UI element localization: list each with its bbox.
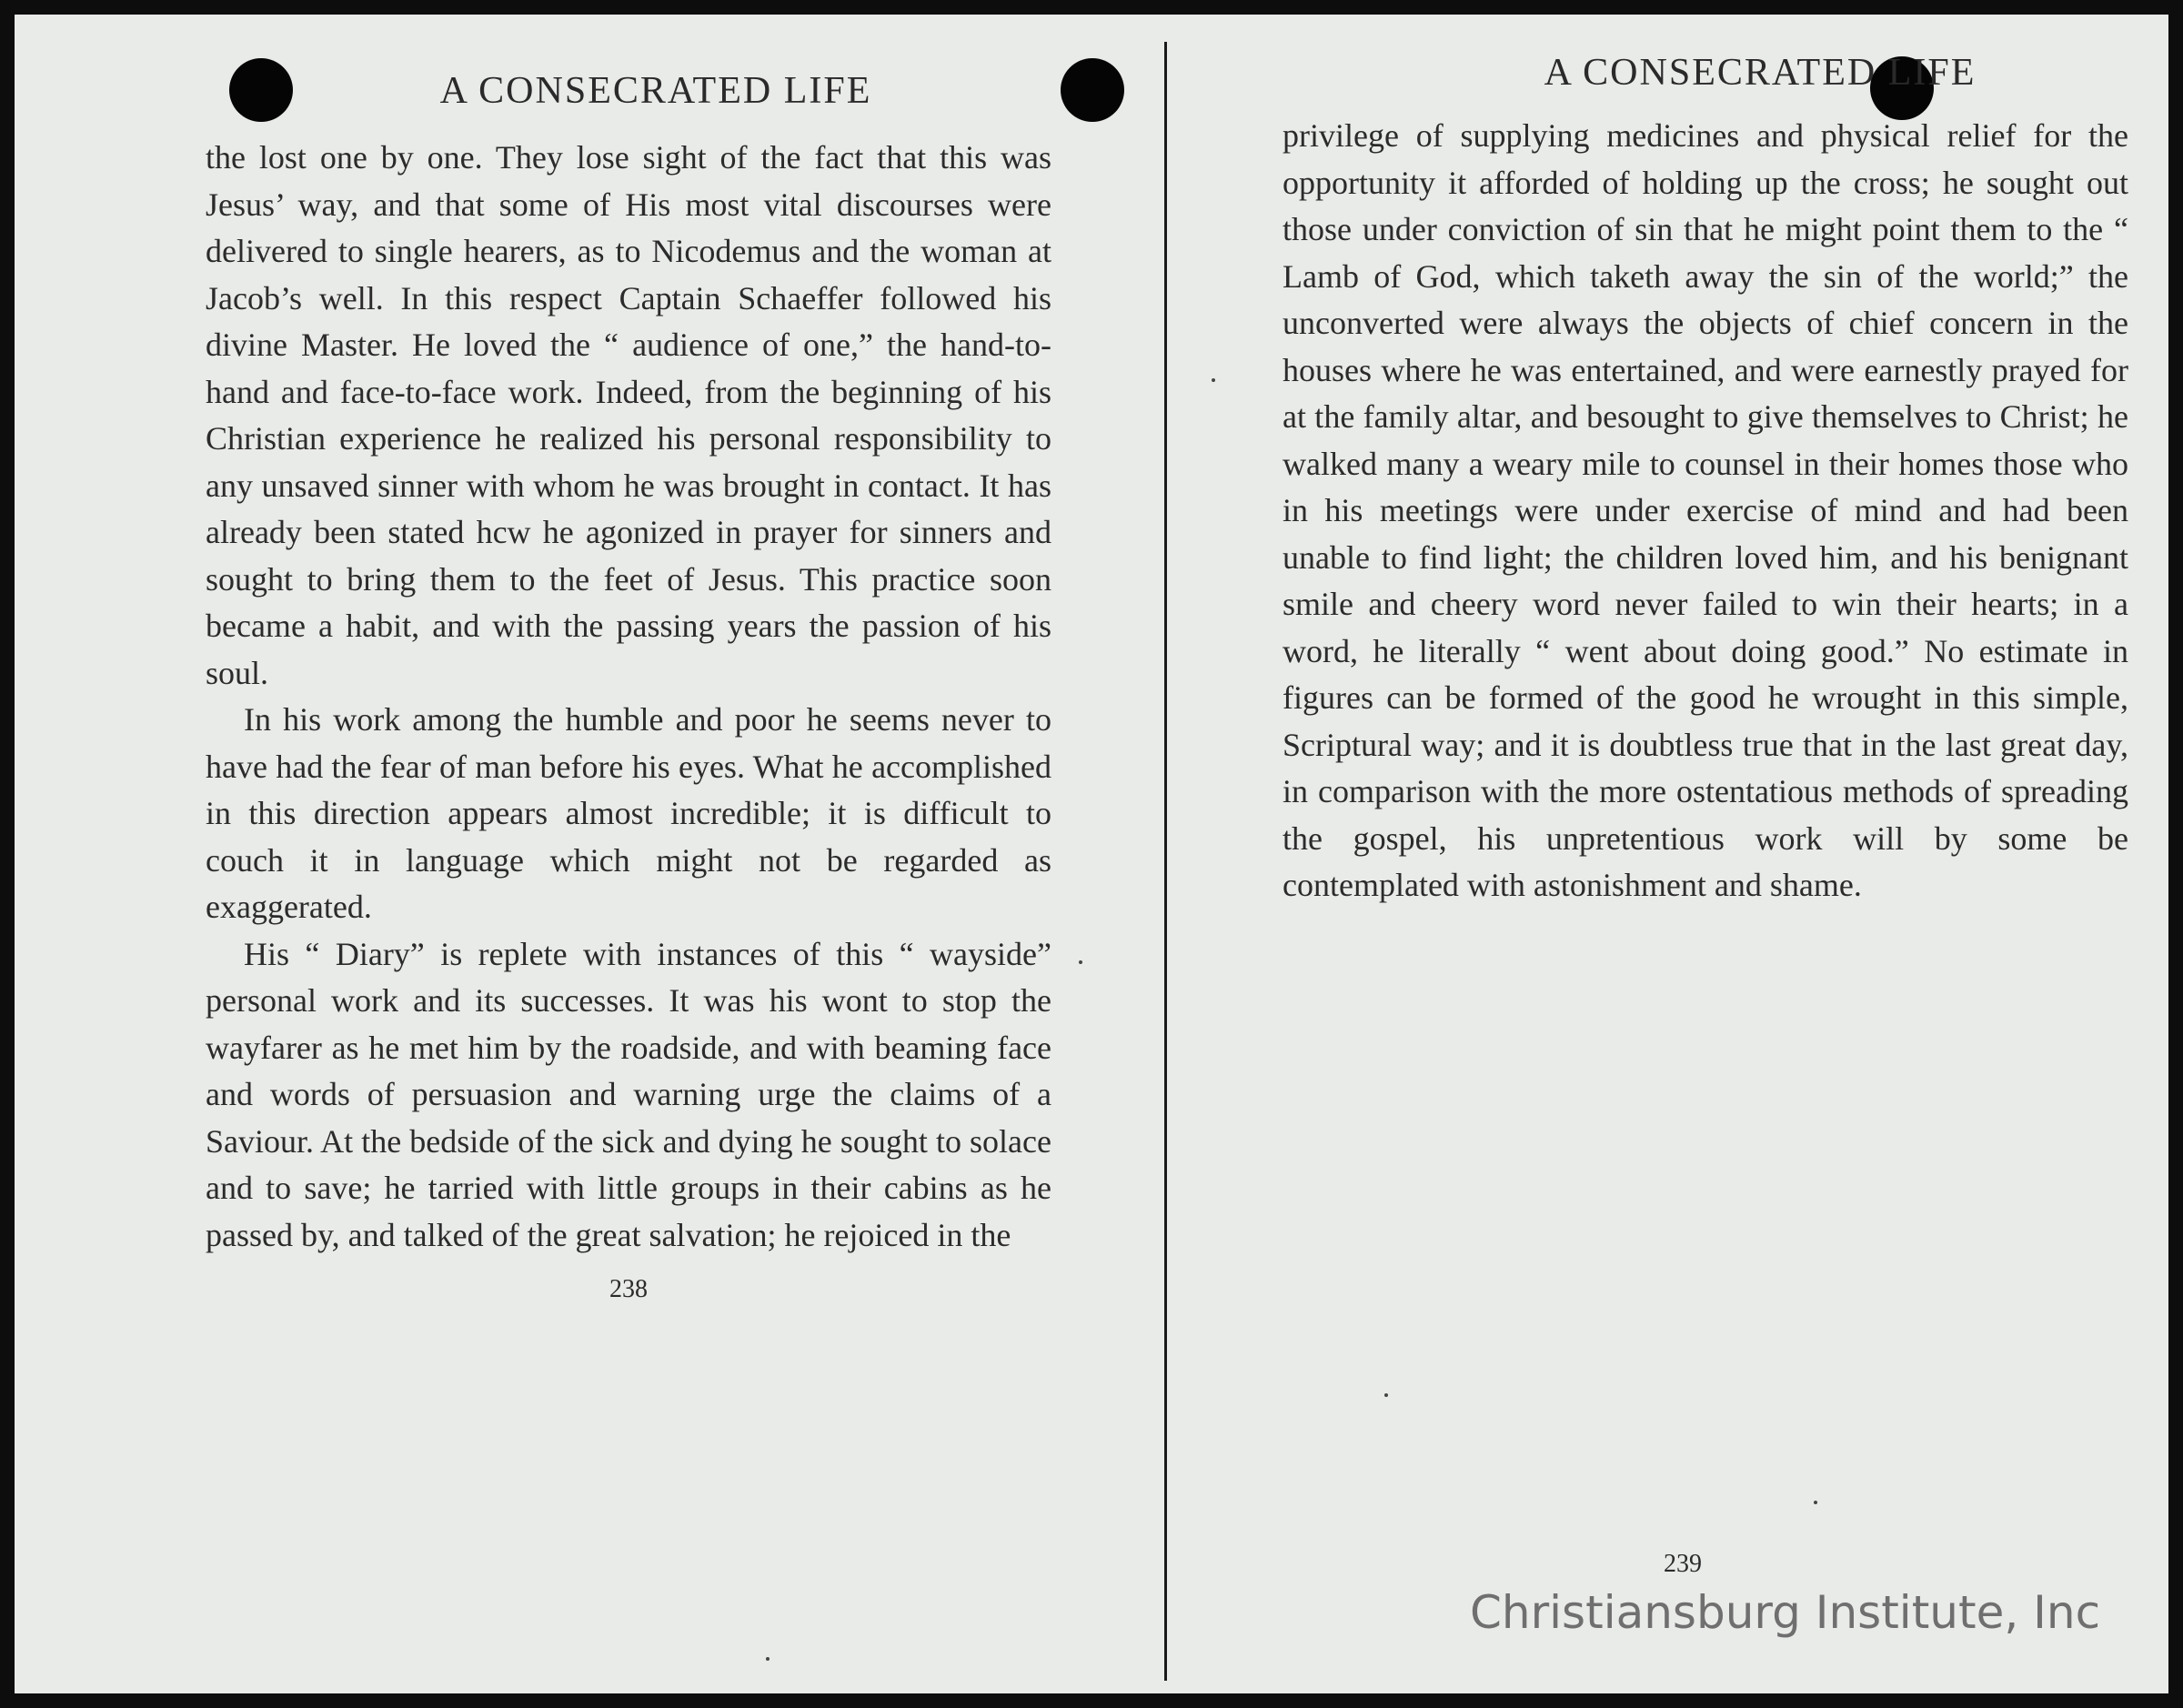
dust-speck: [1212, 378, 1215, 382]
right-running-head: A CONSECRATED LIFE: [1544, 52, 1977, 94]
left-page-number: 238: [609, 1275, 648, 1303]
right-page-number: 239: [1664, 1550, 1702, 1578]
dust-speck: [1384, 1393, 1388, 1397]
page-divider-line: [1164, 42, 1167, 1681]
left-page: [206, 69, 1051, 1304]
left-paragraph-3: His “ Diary” is replete with instances of this “ wayside” personal work and its successes. It was his wont to stop the wayfarer as he met him by the roadside, and with beaming face and words of persuasion and warning urge the claims of a Saviour. At the bedside of the sick and dying he sought to solace and to save; he tarried with little groups in their cabins as he passed by, and talked of the great salvation; he rejoiced in the: [206, 935, 1051, 1253]
left-running-head: A CONSECRATED LIFE: [439, 70, 872, 112]
dust-speck: [1814, 1501, 1817, 1504]
left-paragraph-2: In his work among the humble and poor he seems never to have had the fear of man before his eyes. What he accomplished in this direction appears almost incredible; it is difficult to couch it in language which might not be regarded as exaggerated.: [206, 701, 1051, 925]
scanned-sheet: [15, 15, 2168, 1693]
right-page: [1283, 51, 2128, 1578]
dust-speck: [1079, 960, 1082, 964]
right-paragraph-1: privilege of supplying medicines and physical relief for the opportunity it afforded of holding up the cross; he sought out those under conviction of sin that he might point them to the “ Lamb of God, which taketh away the sin of the world;” the unconverted were always the objects of chief concern in the houses where he was entertained, and were earnestly prayed for at the family altar, and besought to give themselves to Christ; he walked many a weary mile to counsel in their homes those who in his meetings were under exercise of mind and had been unable to find light; the children loved him, and his benignant smile and cheery word never failed to win their hearts; in a word, he literally “ went about doing good.” No estimate in figures can be formed of the good he wrought in this simple, Scriptural way; and it is doubtless true that in the last great day, in comparison with the more ostentatious methods of spreading the gospel, his unpretentious work will by some be contemplated with astonishment and shame.: [1283, 117, 2128, 903]
watermark: Christiansburg Institute, Inc: [1470, 1586, 2101, 1639]
punch-hole: [1061, 58, 1124, 122]
left-paragraph-1: the lost one by one. They lose sight of the fact that this was Jesus’ way, and that some of His most vital discourses were delivered to single hearers, as to Nicodemus and the woman at Jacob’s well. In this respect Captain Schaeffer followed his divine Master. He loved the “ audience of one,” the hand-to-hand and face-to-face work. Indeed, from the beginning of his Christian experience he realized his personal responsibility to any unsaved sinner with whom he was brought in contact. It has already been stated hcw he agonized in prayer for sinners and sought to bring them to the feet of Jesus. This practice soon became a habit, and with the passing years the passion of his soul.: [206, 139, 1051, 691]
dust-speck: [766, 1657, 770, 1661]
